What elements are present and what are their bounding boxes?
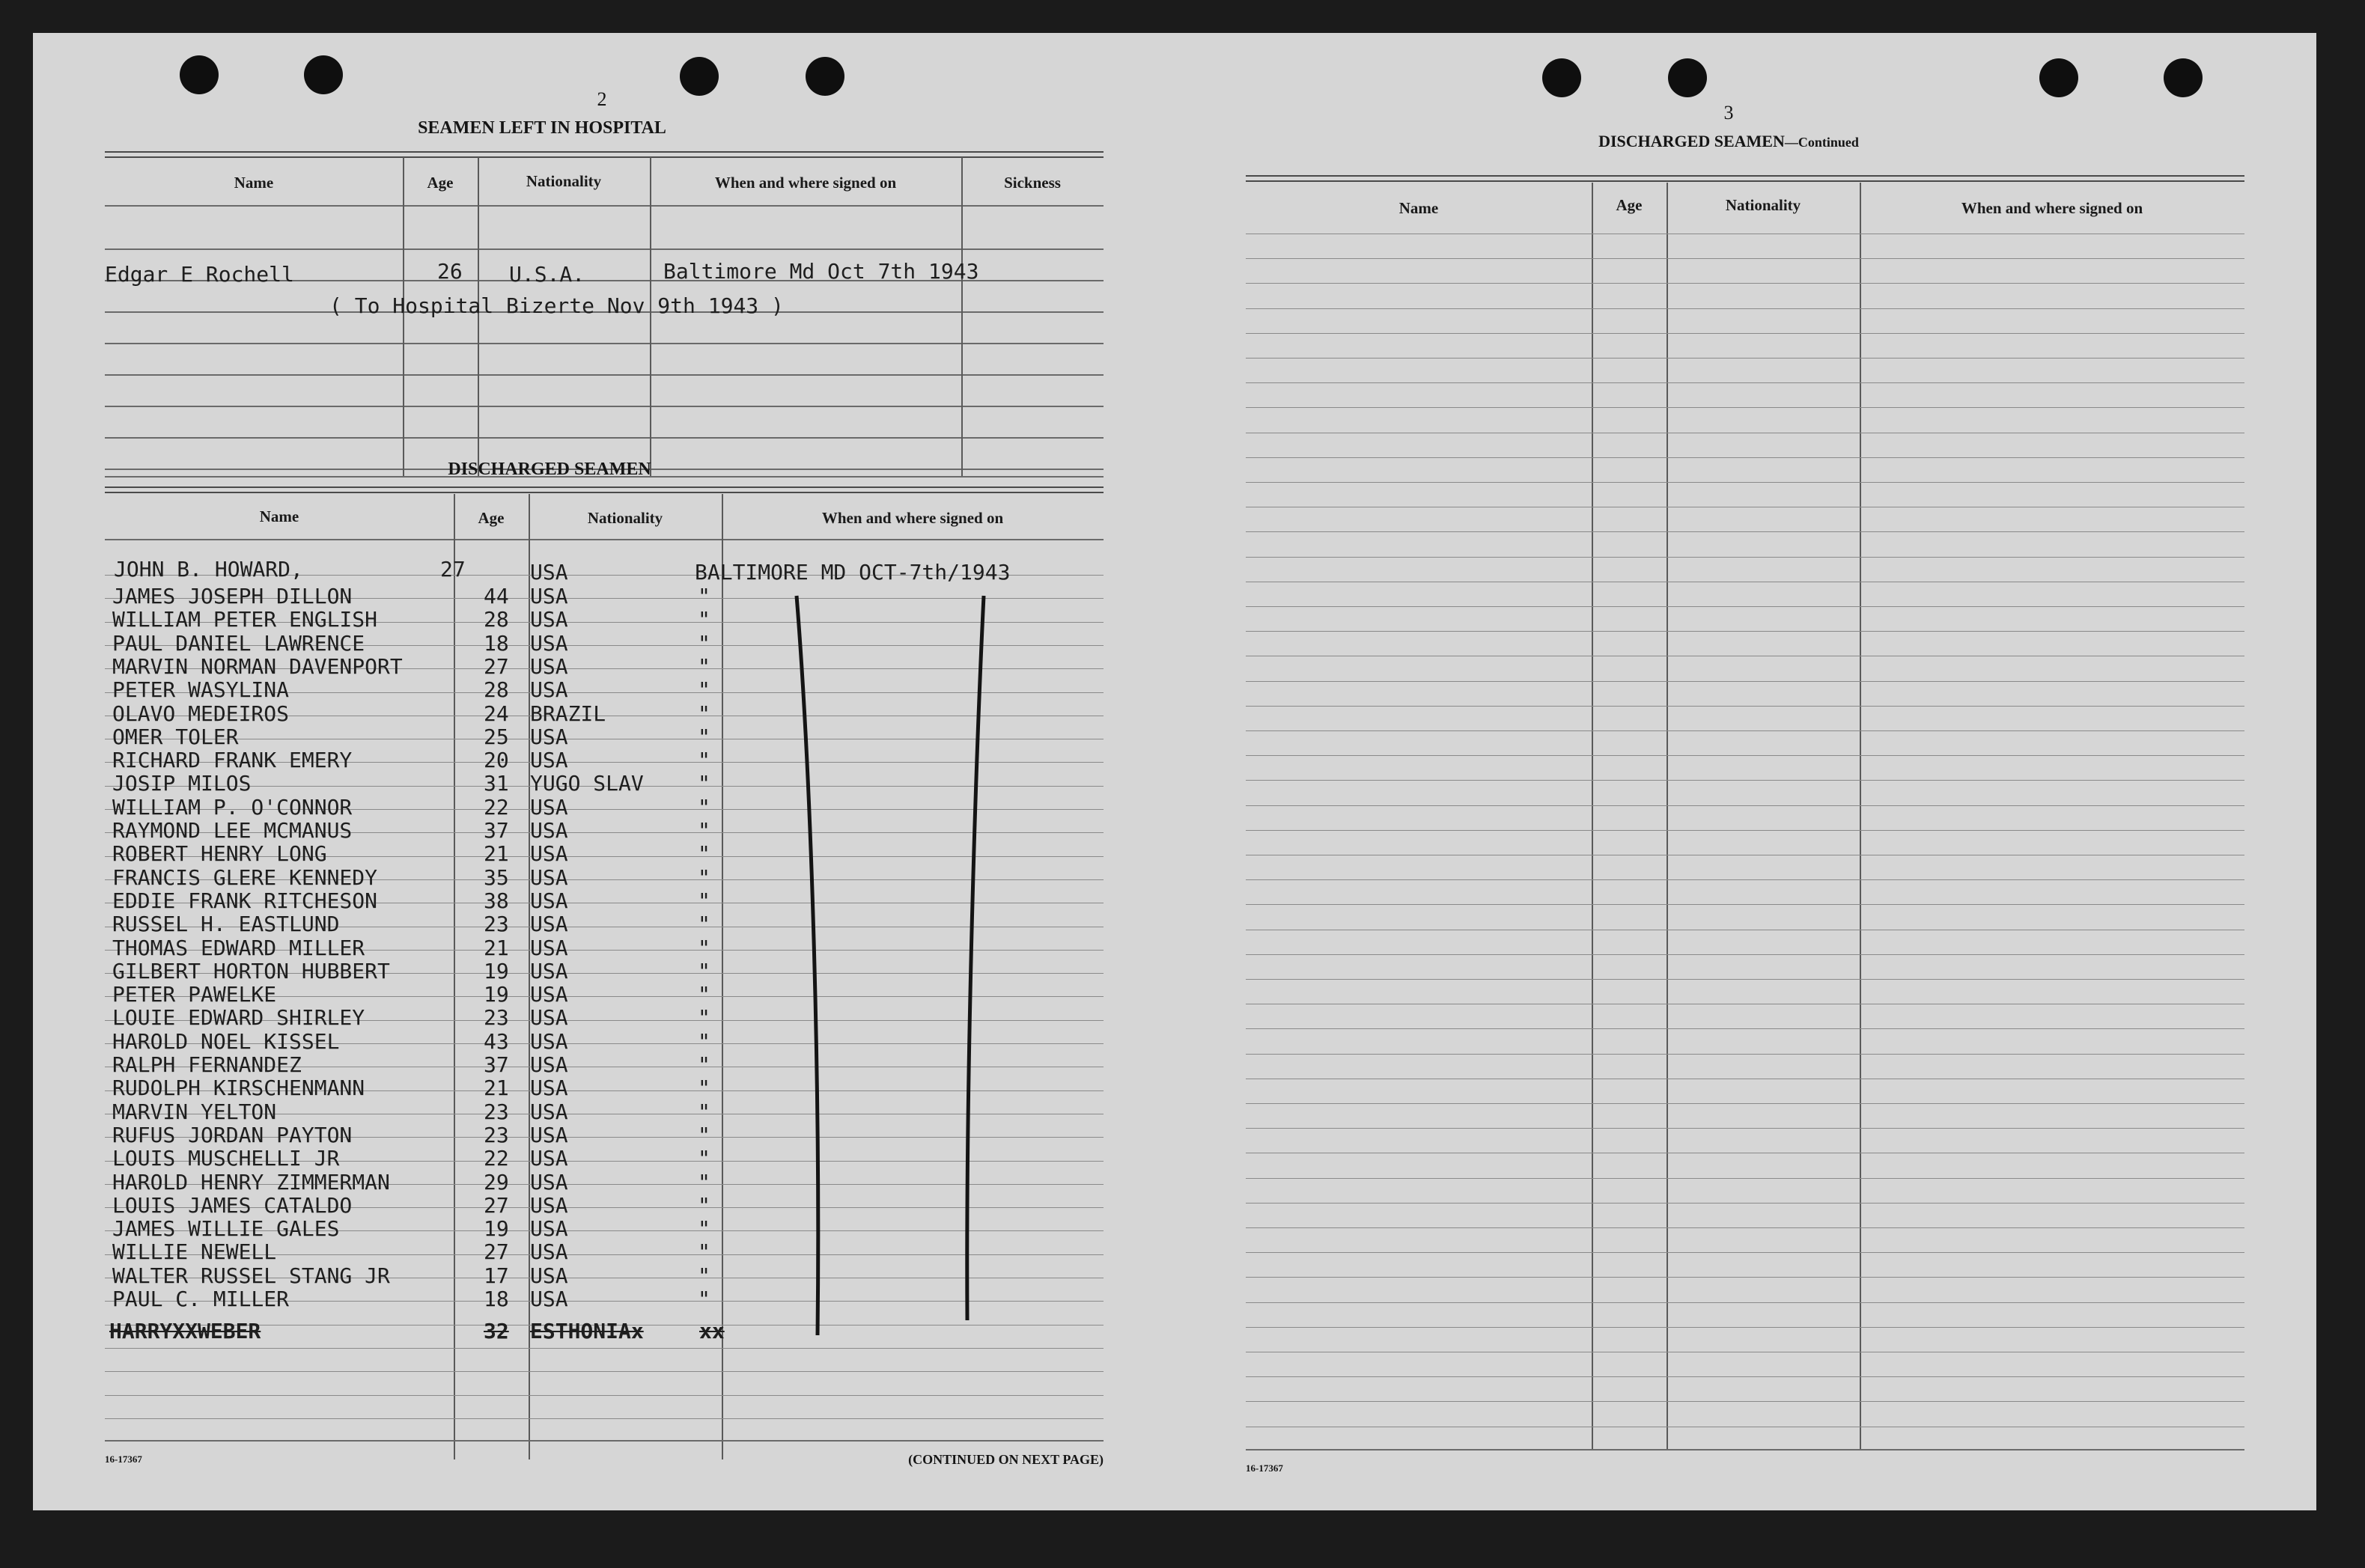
seaman-name: EDDIE FRANK RITCHESON bbox=[112, 888, 378, 913]
seaman-signed-on: " bbox=[698, 771, 710, 796]
seaman-nationality: USA bbox=[530, 1169, 568, 1195]
seaman-age: 35 bbox=[484, 864, 509, 890]
struck-row-signed-on: xx bbox=[699, 1319, 725, 1343]
seaman-age: 27 bbox=[484, 1192, 509, 1218]
seaman-age: 44 bbox=[484, 584, 509, 608]
seaman-age: 23 bbox=[484, 1005, 509, 1031]
seaman-name: HAROLD HENRY ZIMMERMAN bbox=[112, 1169, 390, 1195]
seaman-name: WILLIE NEWELL bbox=[112, 1239, 277, 1265]
seaman-age: 19 bbox=[484, 958, 509, 983]
seaman-name: WILLIAM P. O'CONNOR bbox=[112, 794, 353, 820]
document-sheet bbox=[33, 33, 2316, 1510]
seaman-name: ROBERT HENRY LONG bbox=[112, 841, 327, 867]
seaman-name: RUFUS JORDAN PAYTON bbox=[112, 1122, 353, 1147]
seaman-name: JOSIP MILOS bbox=[112, 771, 252, 796]
seaman-nationality: USA bbox=[530, 748, 568, 773]
punch-hole bbox=[1542, 58, 1581, 97]
hospital-col-age: Age bbox=[427, 174, 454, 192]
seaman-name: LOUIE EDWARD SHIRLEY bbox=[112, 1005, 365, 1031]
seaman-nationality: USA bbox=[530, 982, 568, 1007]
seaman-age: 19 bbox=[484, 982, 509, 1007]
seaman-signed-on: " bbox=[698, 1122, 710, 1147]
seaman-age: 21 bbox=[484, 935, 509, 960]
seaman-nationality: USA bbox=[530, 724, 568, 749]
discharged-col-name: Name bbox=[259, 507, 299, 525]
seaman-age: 31 bbox=[484, 771, 509, 796]
first-row-name: JOHN B. HOWARD, bbox=[114, 557, 303, 582]
seaman-nationality: USA bbox=[530, 864, 568, 890]
punch-hole bbox=[2164, 58, 2203, 97]
seaman-age: 21 bbox=[484, 841, 509, 867]
seaman-name: PAUL C. MILLER bbox=[112, 1287, 290, 1311]
seaman-signed-on: " bbox=[698, 724, 710, 749]
seaman-name: PETER WASYLINA bbox=[112, 677, 290, 703]
seaman-signed-on: " bbox=[698, 958, 710, 983]
seaman-signed-on: " bbox=[698, 1169, 710, 1195]
seaman-signed-on: " bbox=[698, 1005, 710, 1031]
seaman-age: 43 bbox=[484, 1028, 509, 1054]
seaman-name: LOUIS MUSCHELLI JR bbox=[112, 1146, 340, 1171]
seaman-nationality: USA bbox=[530, 677, 568, 703]
seaman-signed-on: " bbox=[698, 1239, 710, 1265]
seaman-age: 22 bbox=[484, 1146, 509, 1171]
seaman-signed-on: " bbox=[698, 630, 710, 656]
hospital-col-nationality: Nationality bbox=[526, 172, 602, 190]
seaman-name: JAMES JOSEPH DILLON bbox=[112, 584, 353, 608]
seaman-nationality: USA bbox=[530, 1263, 568, 1288]
left-page-number: 2 bbox=[597, 88, 607, 110]
seaman-nationality: USA bbox=[530, 630, 568, 656]
first-row-age: 27 bbox=[440, 557, 466, 582]
punch-hole bbox=[2039, 58, 2078, 97]
seaman-age: 37 bbox=[484, 1052, 509, 1077]
seaman-nationality: USA bbox=[530, 841, 568, 867]
seaman-name: PAUL DANIEL LAWRENCE bbox=[112, 630, 365, 656]
seaman-signed-on: " bbox=[698, 1263, 710, 1288]
seaman-signed-on: " bbox=[698, 1099, 710, 1124]
seaman-signed-on: " bbox=[698, 935, 710, 960]
seaman-signed-on: " bbox=[698, 677, 710, 703]
hospital-entry-nationality: U.S.A. bbox=[509, 262, 585, 287]
right-col-name: Name bbox=[1398, 199, 1439, 217]
hospital-entry-name: Edgar E Rochell bbox=[105, 262, 294, 287]
seaman-name: FRANCIS GLERE KENNEDY bbox=[112, 864, 378, 890]
seaman-nationality: USA bbox=[530, 1099, 568, 1124]
seaman-signed-on: " bbox=[698, 1052, 710, 1077]
seaman-signed-on: " bbox=[698, 653, 710, 679]
seaman-name: THOMAS EDWARD MILLER bbox=[112, 935, 365, 960]
right-title-main: DISCHARGED SEAMEN bbox=[1598, 132, 1785, 150]
right-title-suffix: —Continued bbox=[1784, 135, 1859, 150]
seaman-signed-on: " bbox=[698, 794, 710, 820]
seaman-name: MARVIN NORMAN DAVENPORT bbox=[112, 653, 403, 679]
seaman-age: 20 bbox=[484, 748, 509, 773]
seaman-nationality: USA bbox=[530, 1076, 568, 1101]
seaman-nationality: USA bbox=[530, 1146, 568, 1171]
seaman-nationality: USA bbox=[530, 1216, 568, 1242]
seaman-age: 23 bbox=[484, 1099, 509, 1124]
seaman-age: 23 bbox=[484, 912, 509, 937]
left-form-number: 16-17367 bbox=[105, 1453, 142, 1465]
seaman-signed-on: " bbox=[698, 864, 710, 890]
seaman-nationality: BRAZIL bbox=[530, 701, 606, 726]
hospital-entry-note: ( To Hospital Bizerte Nov 9th 1943 ) bbox=[329, 293, 784, 318]
seaman-age: 17 bbox=[484, 1263, 509, 1288]
discharged-col-signed-on: When and where signed on bbox=[821, 509, 1004, 527]
seaman-nationality: USA bbox=[530, 818, 568, 843]
seaman-nationality: YUGO SLAV bbox=[530, 771, 644, 796]
right-col-nationality: Nationality bbox=[1725, 196, 1801, 214]
seaman-nationality: USA bbox=[530, 653, 568, 679]
right-section-title bbox=[1515, 132, 1942, 151]
seaman-signed-on: " bbox=[698, 607, 710, 632]
seaman-nationality: USA bbox=[530, 607, 568, 632]
seaman-name: OLAVO MEDEIROS bbox=[112, 701, 290, 726]
seaman-name: PETER PAWELKE bbox=[112, 982, 277, 1007]
seaman-name: GILBERT HORTON HUBBERT bbox=[112, 958, 390, 983]
seaman-nationality: USA bbox=[530, 1192, 568, 1218]
seaman-signed-on: " bbox=[698, 1287, 710, 1311]
hospital-col-name: Name bbox=[234, 174, 274, 192]
seaman-name: OMER TOLER bbox=[112, 724, 239, 749]
struck-row-name: HARRYXXWEBER bbox=[109, 1319, 261, 1343]
seaman-nationality: USA bbox=[530, 584, 568, 608]
seaman-age: 24 bbox=[484, 701, 509, 726]
seaman-signed-on: " bbox=[698, 584, 710, 608]
right-page-number: 3 bbox=[1723, 102, 1734, 123]
discharged-section-title: DISCHARGED SEAMEN bbox=[448, 460, 651, 479]
seaman-age: 27 bbox=[484, 653, 509, 679]
seaman-age: 25 bbox=[484, 724, 509, 749]
seaman-nationality: USA bbox=[530, 935, 568, 960]
seaman-nationality: USA bbox=[530, 1052, 568, 1077]
seaman-signed-on: " bbox=[698, 912, 710, 937]
hospital-col-signed-on: When and where signed on bbox=[714, 174, 897, 192]
discharged-col-nationality: Nationality bbox=[587, 509, 663, 527]
seaman-nationality: USA bbox=[530, 1122, 568, 1147]
seaman-age: 22 bbox=[484, 794, 509, 820]
right-form-number: 16-17367 bbox=[1246, 1462, 1283, 1474]
hospital-section-title: SEAMEN LEFT IN HOSPITAL bbox=[418, 118, 666, 138]
seaman-age: 27 bbox=[484, 1239, 509, 1265]
seaman-nationality: USA bbox=[530, 958, 568, 983]
right-col-signed-on: When and where signed on bbox=[1961, 199, 2143, 217]
discharged-col-age: Age bbox=[478, 509, 505, 527]
seaman-age: 29 bbox=[484, 1169, 509, 1195]
seaman-signed-on: " bbox=[698, 841, 710, 867]
seaman-name: WALTER RUSSEL STANG JR bbox=[112, 1263, 390, 1288]
hospital-entry-signed-on: Baltimore Md Oct 7th 1943 bbox=[663, 259, 979, 284]
struck-row-nationality: ESTHONIAx bbox=[530, 1319, 644, 1343]
seaman-signed-on: " bbox=[698, 818, 710, 843]
seaman-signed-on: " bbox=[698, 982, 710, 1007]
seaman-nationality: USA bbox=[530, 1239, 568, 1265]
seaman-signed-on: " bbox=[698, 1192, 710, 1218]
seaman-age: 18 bbox=[484, 1287, 509, 1311]
seaman-name: RUDOLPH KIRSCHENMANN bbox=[112, 1076, 365, 1101]
hospital-entry-age: 26 bbox=[437, 259, 463, 284]
seaman-age: 28 bbox=[484, 607, 509, 632]
seaman-age: 38 bbox=[484, 888, 509, 913]
ditto-bracket-lines bbox=[33, 33, 1156, 1510]
seaman-signed-on: " bbox=[698, 888, 710, 913]
seaman-name: RICHARD FRANK EMERY bbox=[112, 748, 353, 773]
seaman-name: WILLIAM PETER ENGLISH bbox=[112, 607, 378, 632]
seaman-nationality: USA bbox=[530, 1005, 568, 1031]
seaman-age: 19 bbox=[484, 1216, 509, 1242]
seaman-name: RALPH FERNANDEZ bbox=[112, 1052, 302, 1077]
seaman-nationality: USA bbox=[530, 1287, 568, 1311]
hospital-col-sickness: Sickness bbox=[1004, 174, 1061, 192]
seaman-name: LOUIS JAMES CATALDO bbox=[112, 1192, 353, 1218]
seaman-name: MARVIN YELTON bbox=[112, 1099, 277, 1124]
seaman-nationality: USA bbox=[530, 794, 568, 820]
right-table-top-rule bbox=[1246, 175, 2244, 182]
seaman-age: 23 bbox=[484, 1122, 509, 1147]
seaman-name: RAYMOND LEE MCMANUS bbox=[112, 818, 353, 843]
seaman-signed-on: " bbox=[698, 1146, 710, 1171]
punch-hole bbox=[1668, 58, 1707, 97]
seaman-name: RUSSEL H. EASTLUND bbox=[112, 912, 340, 937]
seaman-nationality: USA bbox=[530, 1028, 568, 1054]
right-col-age: Age bbox=[1616, 196, 1643, 214]
first-row-nationality: USA bbox=[530, 560, 568, 585]
seaman-name: HAROLD NOEL KISSEL bbox=[112, 1028, 340, 1054]
seaman-signed-on: " bbox=[698, 701, 710, 726]
seaman-age: 37 bbox=[484, 818, 509, 843]
seaman-signed-on: " bbox=[698, 1076, 710, 1101]
seaman-age: 21 bbox=[484, 1076, 509, 1101]
seaman-signed-on: " bbox=[698, 748, 710, 773]
seaman-nationality: USA bbox=[530, 888, 568, 913]
seaman-name: JAMES WILLIE GALES bbox=[112, 1216, 340, 1242]
seaman-nationality: USA bbox=[530, 912, 568, 937]
seaman-age: 28 bbox=[484, 677, 509, 703]
seaman-age: 18 bbox=[484, 630, 509, 656]
struck-row-age: 32 bbox=[484, 1319, 509, 1343]
first-row-signed-on: BALTIMORE MD OCT-7th/1943 bbox=[695, 560, 1011, 585]
seaman-signed-on: " bbox=[698, 1216, 710, 1242]
continued-note: (CONTINUED ON NEXT PAGE) bbox=[908, 1452, 1104, 1467]
seaman-signed-on: " bbox=[698, 1028, 710, 1054]
